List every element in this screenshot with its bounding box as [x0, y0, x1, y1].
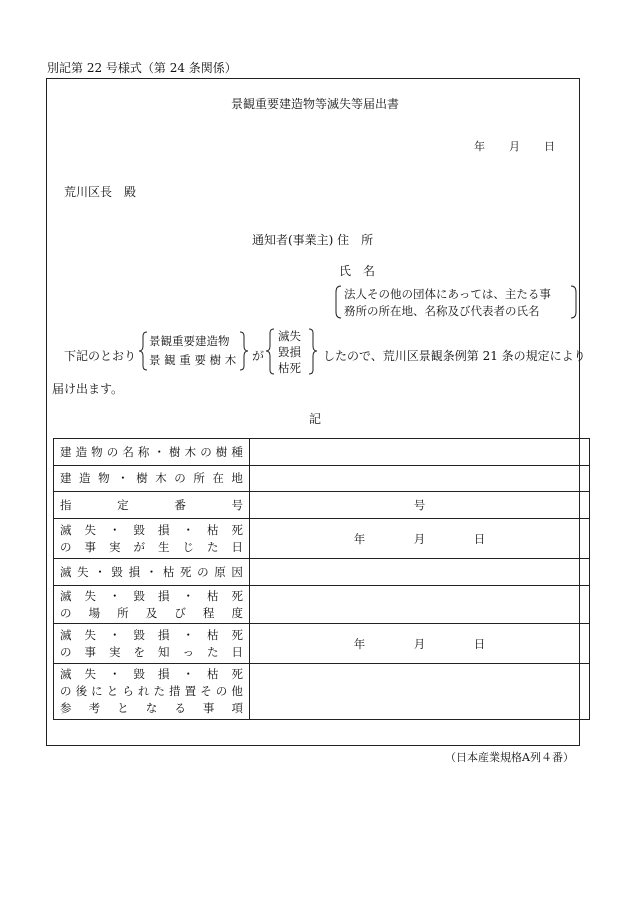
addressee: 荒川区長 殿: [64, 185, 137, 199]
date-day-label: 日: [544, 140, 555, 153]
label-char: そ: [200, 684, 212, 698]
label-char: 枯: [207, 627, 219, 642]
label-char: 因: [231, 564, 243, 579]
label-char: 日: [231, 539, 243, 554]
object-building: 景観重要建造物: [149, 334, 230, 348]
label-line: [60, 683, 243, 700]
row-name-species: [54, 439, 590, 466]
label-char: 及: [145, 605, 158, 620]
row-location: [54, 466, 590, 492]
label-char: の: [197, 564, 209, 579]
label-char: 定: [117, 497, 129, 512]
label-char: の: [60, 684, 72, 698]
form-title: 景観重要建造物等滅失等届出書: [230, 97, 399, 111]
object-choice: [141, 330, 249, 372]
label-char: 死: [231, 667, 243, 681]
label-char: が: [133, 539, 145, 554]
label-char: ・: [109, 588, 121, 603]
label-line: [60, 644, 243, 661]
label-line: [60, 522, 243, 539]
label-char: 木: [155, 471, 167, 485]
label-char: 場: [88, 605, 101, 620]
row-measures-notes: [54, 664, 590, 720]
row-value-field[interactable]: [250, 466, 590, 492]
label-char: 所: [117, 605, 129, 620]
row-label: [54, 559, 250, 586]
label-char: 置: [184, 684, 197, 698]
date-unit-label: 年: [353, 531, 366, 546]
note-line-1: 法人その他の団体にあっては、主たる事: [344, 287, 551, 301]
event-damage: 毀損: [278, 345, 301, 359]
label-char: 地: [231, 471, 243, 485]
event-wither: 枯死: [278, 361, 301, 375]
label-char: 実: [109, 539, 121, 554]
notification-table: [53, 438, 590, 720]
label-char: 木: [184, 444, 197, 459]
label-char: っ: [182, 644, 194, 659]
label-char: 毀: [133, 522, 145, 537]
row-label: [54, 624, 250, 664]
date-year-label: 年: [474, 140, 485, 153]
date-unit-label: 月: [413, 636, 426, 651]
label-char: 建: [60, 444, 72, 459]
statement-suffix: したので、荒川区景観条例第 21 条の規定により: [323, 349, 586, 363]
label-char: 番: [174, 497, 186, 512]
row-place-extent: [54, 586, 590, 624]
row-designation-number: [54, 492, 590, 519]
row-label: [54, 586, 250, 624]
label-char: 損: [158, 667, 170, 681]
ki-marker: 記: [308, 412, 321, 426]
date-unit-label: 日: [473, 531, 486, 546]
label-char: の: [60, 605, 72, 620]
form-number: 別記第 22 号様式（第 24 条関係）: [47, 61, 237, 75]
label-char: 樹: [215, 444, 228, 459]
label-char: と: [117, 701, 129, 715]
date-month-label: 月: [509, 140, 520, 153]
event-choice: [268, 327, 318, 377]
label-char: 物: [98, 471, 110, 485]
label-char: 所: [193, 471, 205, 485]
label-line: [60, 666, 243, 683]
label-char: ・: [182, 522, 194, 537]
label-char: を: [133, 644, 145, 659]
label-char: 毀: [133, 667, 145, 681]
row-label: [54, 466, 250, 492]
label-char: 滅: [60, 564, 72, 579]
label-char: に: [91, 684, 103, 698]
label-line: [60, 605, 243, 622]
label-char: 物: [91, 444, 103, 459]
label-line: [60, 564, 243, 581]
date-unit-label: 日: [473, 636, 486, 651]
label-char: び: [174, 605, 186, 620]
label-char: 造: [75, 444, 88, 459]
corporate-note: [334, 284, 578, 320]
label-char: 失: [84, 522, 96, 537]
label-char: 度: [231, 605, 243, 620]
date-unit-label: 年: [353, 636, 366, 651]
label-char: 号: [231, 497, 243, 512]
label-line: [60, 497, 243, 514]
label-char: ・: [117, 471, 129, 485]
label-line: [60, 539, 243, 556]
label-char: の: [106, 444, 119, 459]
label-char: ・: [109, 667, 121, 681]
label-char: 在: [212, 471, 224, 485]
label-char: 指: [60, 497, 72, 512]
label-char: 枯: [207, 588, 219, 603]
label-char: 日: [231, 644, 243, 659]
row-value-field[interactable]: [250, 586, 590, 624]
notifier-name-label: 氏 名: [339, 264, 376, 278]
label-char: 毀: [111, 564, 123, 579]
row-value-field[interactable]: [250, 624, 590, 664]
label-char: 考: [88, 701, 101, 715]
label-char: 知: [158, 644, 170, 659]
label-char: 滅: [60, 588, 72, 603]
label-char: 滅: [60, 667, 72, 681]
label-char: 損: [128, 564, 141, 579]
label-char: 失: [77, 564, 89, 579]
row-label: [54, 519, 250, 559]
label-char: る: [174, 701, 186, 715]
label-char: 事: [202, 701, 215, 715]
label-char: 失: [84, 627, 96, 642]
row-label: [54, 664, 250, 720]
label-char: ・: [109, 627, 121, 642]
label-char: 樹: [136, 471, 148, 485]
label-line: [60, 627, 243, 644]
label-char: 程: [202, 605, 215, 620]
label-char: 死: [231, 522, 243, 537]
statement-prefix: 下記のとおり: [64, 349, 137, 363]
label-char: 死: [231, 627, 243, 642]
label-char: 失: [84, 667, 96, 681]
row-label: [54, 439, 250, 466]
label-char: 造: [79, 471, 91, 485]
label-line: [60, 444, 243, 461]
label-char: 滅: [60, 627, 72, 642]
label-char: 損: [158, 522, 170, 537]
label-char: 失: [84, 588, 96, 603]
label-char: 項: [231, 701, 243, 715]
label-char: ・: [182, 627, 194, 642]
row-value-field[interactable]: [250, 559, 590, 586]
label-char: 滅: [60, 522, 72, 537]
label-char: 死: [231, 588, 243, 603]
label-char: の: [200, 444, 212, 459]
label-line: [60, 470, 243, 487]
label-char: 損: [158, 627, 170, 642]
label-char: ・: [145, 564, 158, 579]
label-char: 名: [122, 444, 134, 459]
label-char: ・: [153, 444, 165, 459]
label-char: た: [207, 644, 219, 659]
label-char: 樹: [169, 444, 181, 459]
label-char: 枯: [207, 522, 219, 537]
statement-particle: が: [252, 349, 265, 363]
statement-continuation: 届け出ます。: [52, 382, 124, 396]
label-char: ・: [182, 667, 194, 681]
label-char: ・: [94, 564, 106, 579]
label-char: の: [215, 684, 228, 698]
label-char: 損: [158, 588, 170, 603]
label-char: ・: [182, 588, 194, 603]
label-char: の: [60, 644, 72, 659]
label-char: 後: [75, 684, 88, 698]
label-char: 称: [137, 444, 150, 459]
row-cause: [54, 559, 590, 586]
paper-size-note: （日本産業規格A列４番）: [445, 751, 574, 764]
label-char: じ: [182, 539, 194, 554]
label-char: 毀: [133, 588, 145, 603]
label-line: [60, 588, 243, 605]
date-fields: [250, 636, 589, 652]
row-value-field[interactable]: [250, 439, 590, 466]
row-value-field[interactable]: [250, 664, 590, 720]
label-char: た: [207, 539, 219, 554]
label-line: [60, 700, 243, 717]
label-char: ・: [109, 522, 121, 537]
row-label: [54, 492, 250, 519]
label-char: 死: [179, 564, 192, 579]
label-char: 参: [60, 701, 72, 715]
label-char: 実: [109, 644, 121, 659]
label-char: れ: [137, 684, 150, 698]
event-loss: 滅失: [278, 329, 301, 343]
label-char: 種: [231, 444, 243, 459]
label-char: 生: [158, 539, 170, 554]
label-char: 建: [60, 471, 72, 485]
date-unit-label: 月: [413, 531, 426, 546]
label-char: の: [60, 539, 72, 554]
label-char: 枯: [207, 667, 219, 681]
row-occurrence-date: [54, 519, 590, 559]
row-value-field[interactable]: [250, 519, 590, 559]
object-tree: 景 観 重 要 樹 木: [149, 353, 237, 367]
label-char: と: [106, 684, 119, 698]
label-char: 他: [231, 684, 243, 698]
notifier-address-label: 通知者(事業主) 住 所: [252, 233, 374, 247]
row-known-date: [54, 624, 590, 664]
label-char: の: [174, 471, 186, 485]
label-char: 措: [169, 684, 181, 698]
label-char: 原: [214, 564, 226, 579]
note-line-2: 務所の所在地、名称及び代表者の氏名: [344, 304, 540, 318]
label-char: 事: [84, 644, 96, 659]
label-char: 毀: [133, 627, 145, 642]
label-char: 事: [84, 539, 96, 554]
label-char: な: [145, 701, 158, 715]
row-value-field[interactable]: [250, 492, 590, 519]
label-char: 枯: [162, 564, 175, 579]
value-text: 号: [413, 498, 426, 512]
label-char: た: [153, 684, 165, 698]
label-char: ら: [122, 684, 134, 698]
date-fields: [250, 531, 589, 547]
